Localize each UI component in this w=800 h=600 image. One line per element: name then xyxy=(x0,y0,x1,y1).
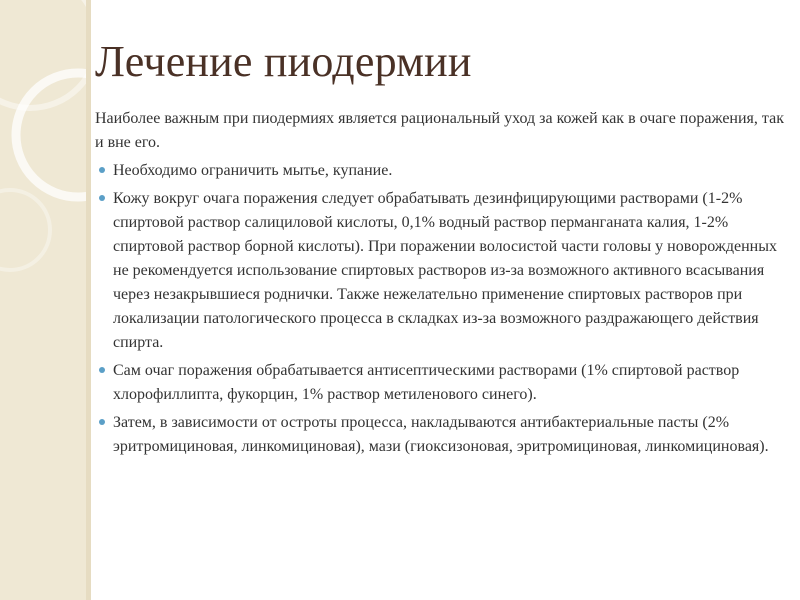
bullet-item xyxy=(95,187,785,355)
bullet-text: Сам очаг поражения обрабатывается антисептическими растворами (1% спиртовой раствор хлорофиллипта, фукорцин, 1% раствор метиленового синего). xyxy=(113,362,740,403)
decorative-side-panel xyxy=(0,0,86,600)
bullet-item xyxy=(95,411,785,459)
bullet-text: Кожу вокруг очага поражения следует обрабатывать дезинфицирующими растворами (1-2% спиртовой раствор салициловой кислоты, 0,1% водный раствор перманганата калия, 1-2% спиртовой раствор борной кислоты). При поражении волосистой части головы у новорожденных не рекомендуется использование спиртовых растворов из-за возможного активного всасывания через незакрывшиеся роднички. Также нежелательно применение спиртовых растворов при локализации патологического процесса в складках из-за возможного раздражающего действия спирта. xyxy=(113,190,777,351)
bullet-list xyxy=(95,159,785,459)
intro-paragraph: Наиболее важным при пиодермиях является рациональный уход за кожей как в очаге поражения, так и вне его. xyxy=(95,110,784,151)
slide-title: Лечение пиодермии xyxy=(95,37,472,86)
bullet-item xyxy=(95,359,785,407)
bullet-dot-icon xyxy=(99,367,105,373)
bullet-text: Необходимо ограничить мытье, купание. xyxy=(113,162,393,179)
bullet-text: Затем, в зависимости от остроты процесса, накладываются антибактериальные пасты (2% эритромициновая, линкомициновая), мази (гиоксизоновая, эритромициновая, линкомициновая). xyxy=(113,414,769,455)
ring-ornament xyxy=(0,0,86,600)
bullet-dot-icon xyxy=(99,167,105,173)
slide-content xyxy=(95,107,785,463)
side-stripe xyxy=(86,0,91,600)
bullet-dot-icon xyxy=(99,419,105,425)
bullet-dot-icon xyxy=(99,195,105,201)
bullet-item xyxy=(95,159,785,183)
